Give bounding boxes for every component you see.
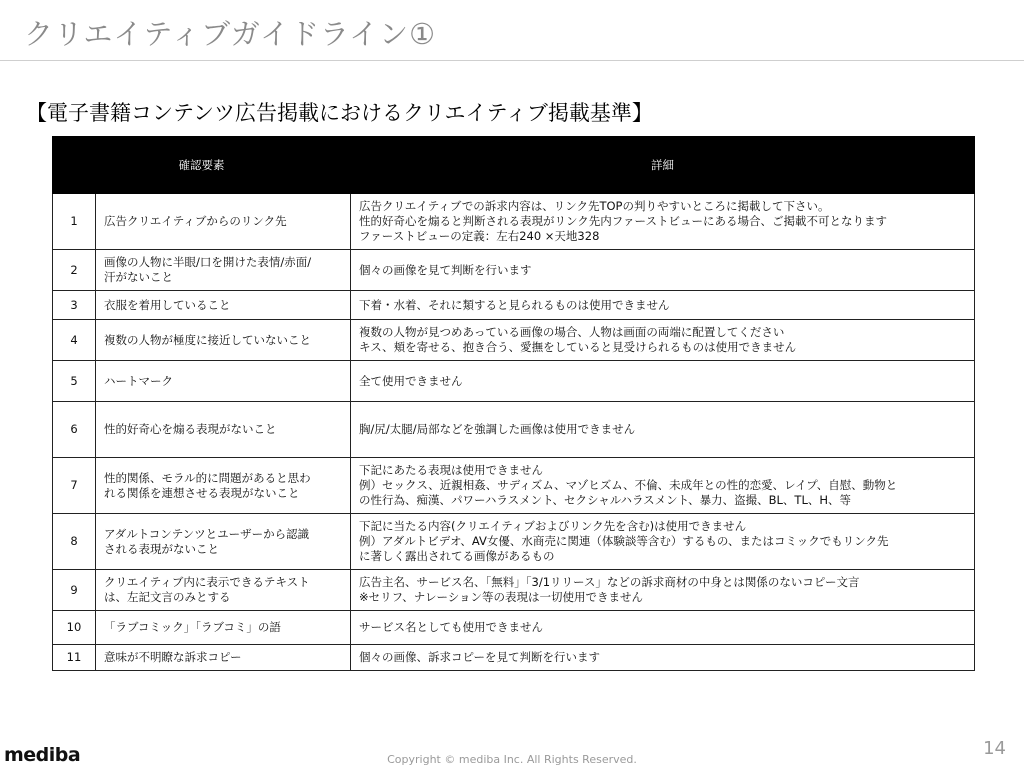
table-row	[53, 194, 975, 250]
section-heading: 【電子書籍コンテンツ広告掲載におけるクリエイティブ掲載基準】	[26, 101, 653, 125]
slide-title: クリエイティブガイドライン①	[24, 17, 437, 51]
detail-text: 例）セックス、近親相姦、サディズム、マゾヒズム、不倫、未成年との性的恋愛、レイプ、自慰、動物と	[359, 478, 898, 492]
detail-cell	[351, 570, 975, 611]
header-check-item: 確認要素	[53, 137, 351, 194]
check-item-text: 意味が不明瞭な訴求コピー	[104, 650, 242, 664]
table-row	[53, 402, 975, 458]
check-item-cell	[96, 570, 351, 611]
check-item-cell	[96, 361, 351, 402]
table-row	[53, 514, 975, 570]
title-divider	[0, 60, 1024, 61]
detail-text: 下着・水着、それに類すると見られるものは使用できません	[359, 297, 670, 312]
detail-text: 広告クリエイティブでの訴求内容は、リンク先TOPの判りやすいところに掲載して下さい。	[359, 199, 830, 213]
table-header-row	[53, 137, 975, 194]
check-item-cell	[96, 645, 351, 671]
table-body	[53, 194, 975, 671]
check-item-text: 広告クリエイティブからのリンク先	[104, 214, 287, 228]
row-number: 3	[53, 291, 96, 320]
check-item-text: 性的好奇心を煽る表現がないこと	[104, 422, 277, 436]
row-number: 9	[53, 570, 96, 611]
check-item-cell	[96, 320, 351, 361]
detail-cell	[351, 458, 975, 514]
detail-cell	[351, 194, 975, 250]
check-item-cell	[96, 611, 351, 645]
detail-text: サービス名としても使用できません	[359, 620, 543, 634]
detail-text: 例）アダルトビデオ、AV女優、水商売に関連（体験談等含む）するもの、またはコミックでもリンク先	[359, 534, 889, 548]
detail-text: 個々の画像、訴求コピーを見て判断を行います	[359, 650, 601, 664]
check-item-text: れる関係を連想させる表現がないこと	[104, 485, 300, 500]
page-number: 14	[983, 738, 1006, 759]
detail-text: 広告主名、サービス名、「無料」「3/1リリース」などの訴求商材の中身とは関係のないコピー文言	[359, 575, 860, 589]
check-item-cell	[96, 514, 351, 570]
detail-cell	[351, 514, 975, 570]
detail-cell	[351, 250, 975, 291]
check-item-text: される表現がないこと	[104, 541, 219, 556]
check-item-text: は、左記文言のみとする	[104, 590, 231, 604]
row-number: 8	[53, 514, 96, 570]
detail-cell	[351, 361, 975, 402]
detail-cell	[351, 402, 975, 458]
check-item-text: 複数の人物が極度に接近していないこと	[104, 332, 311, 347]
table-row	[53, 458, 975, 514]
table-row	[53, 320, 975, 361]
detail-text: 胸/尻/太腿/局部などを強調した画像は使用できません	[359, 422, 636, 436]
table-row	[53, 361, 975, 402]
detail-text: キス、頬を寄せる、抱き合う、愛撫をしていると見受けられるものは使用できません	[359, 340, 797, 354]
check-item-text: アダルトコンテンツとユーザーから認識	[104, 526, 310, 541]
check-item-cell	[96, 402, 351, 458]
row-number: 7	[53, 458, 96, 514]
detail-text: ※セリフ、ナレーション等の表現は一切使用できません	[359, 590, 644, 604]
copyright-text: Copyright © mediba Inc. All Rights Reserved.	[387, 753, 637, 766]
table-row	[53, 250, 975, 291]
detail-text: 下記に当たる内容(クリエイティブおよびリンク先を含む)は使用できません	[359, 519, 747, 533]
detail-text: に著しく露出されてる画像があるもの	[359, 549, 555, 563]
row-number: 1	[53, 194, 96, 250]
detail-text: の性行為、痴漢、パワーハラスメント、セクシャルハラスメント、暴力、盗撮、BL、TL、H、等	[359, 493, 852, 507]
mediba-logo: mediba	[4, 744, 81, 766]
row-number: 11	[53, 645, 96, 671]
detail-text: 全て使用できません	[359, 373, 463, 388]
table-row	[53, 570, 975, 611]
detail-cell	[351, 320, 975, 361]
header-detail: 詳細	[351, 137, 975, 194]
check-item-text: 衣服を着用していること	[104, 297, 231, 312]
detail-text: 下記にあたる表現は使用できません	[359, 463, 543, 477]
check-item-cell	[96, 194, 351, 250]
table-row	[53, 611, 975, 645]
table-row	[53, 291, 975, 320]
check-item-text: ハートマーク	[104, 373, 173, 388]
detail-cell	[351, 611, 975, 645]
detail-text: 個々の画像を見て判断を行います	[359, 262, 532, 277]
row-number: 4	[53, 320, 96, 361]
check-item-text: 性的関係、モラル的に問題があると思わ	[104, 470, 311, 485]
check-item-text: 「ラブコミック」「ラブコミ」の語	[104, 620, 281, 634]
detail-cell	[351, 291, 975, 320]
detail-text: 性的好奇心を煽ると判断される表現がリンク先内ファーストビューにある場合、ご掲載不可となります	[359, 214, 887, 228]
check-item-text: 汗がないこと	[104, 270, 173, 284]
row-number: 5	[53, 361, 96, 402]
detail-text: ファーストビューの定義：左右240 ×天地328	[359, 229, 600, 243]
check-item-cell	[96, 458, 351, 514]
row-number: 2	[53, 250, 96, 291]
check-item-cell	[96, 291, 351, 320]
check-item-text: クリエイティブ内に表示できるテキスト	[104, 575, 310, 589]
check-item-cell	[96, 250, 351, 291]
detail-text: 複数の人物が見つめあっている画像の場合、人物は画面の両端に配置してください	[359, 325, 785, 339]
detail-cell	[351, 645, 975, 671]
row-number: 10	[53, 611, 96, 645]
row-number: 6	[53, 402, 96, 458]
table-row	[53, 645, 975, 671]
check-item-text: 画像の人物に半眼/口を開けた表情/赤面/	[104, 255, 312, 269]
guideline-table	[52, 136, 975, 671]
